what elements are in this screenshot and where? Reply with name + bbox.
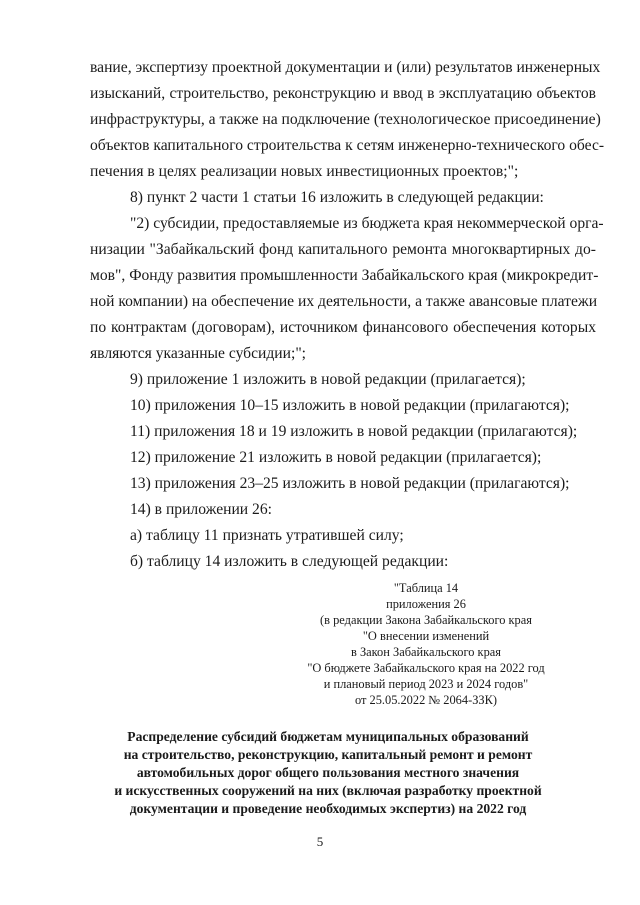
paragraph-2-line-1: "2) субсидии, предоставляемые из бюджета края некоммерческой орга- bbox=[130, 215, 604, 232]
paragraph-1-line-2: изысканий, строительство, реконструкцию и ввод в эксплуатацию объектов bbox=[90, 85, 596, 102]
table-note-line-8: от 25.05.2022 № 2064-ЗЗК) bbox=[354, 693, 498, 707]
table-note-line-4: "О внесении изменений bbox=[362, 629, 490, 643]
paragraph-2-line-4: ной компании) на обеспечение их деятельности, а также авансовые платежи bbox=[90, 293, 598, 310]
paragraph-1-line-4: объектов капитального строительства к сетям инженерно-технического обес- bbox=[90, 137, 605, 154]
table-title-line-1: Распределение субсидий бюджетам муниципальных образований bbox=[127, 729, 529, 744]
table-note-line-2: приложения 26 bbox=[386, 597, 466, 611]
item-14: 14) в приложении 26: bbox=[130, 501, 272, 518]
paragraph-2-line-2: низации "Забайкальский фонд капитального ремонта многоквартирных до- bbox=[90, 241, 596, 258]
page-number: 5 bbox=[316, 834, 324, 849]
paragraph-2-line-5: по контрактам (договорам), источником финансового обеспечения которых bbox=[90, 319, 596, 336]
item-10: 10) приложения 10–15 изложить в новой редакции (прилагаются); bbox=[130, 397, 570, 414]
item-11: 11) приложения 18 и 19 изложить в новой редакции (прилагаются); bbox=[130, 423, 578, 440]
item-8: 8) пункт 2 части 1 статьи 16 изложить в следующей редакции: bbox=[130, 189, 544, 206]
paragraph-1-line-1: вание, экспертизу проектной документации и (или) результатов инженерных bbox=[90, 59, 601, 76]
item-14-b: б) таблицу 14 изложить в следующей редакции: bbox=[130, 553, 449, 570]
table-title-line-4: и искусственных сооружений на них (включая разработку проектной bbox=[114, 783, 542, 798]
paragraph-2-line-6: являются указанные субсидии;"; bbox=[90, 345, 307, 362]
table-note-line-7: и плановый период 2023 и 2024 годов" bbox=[323, 677, 529, 691]
paragraph-1-line-5: печения в целях реализации новых инвестиционных проектов;"; bbox=[90, 163, 519, 180]
table-note-line-5: в Закон Забайкальского края bbox=[351, 645, 501, 659]
table-title-line-2: на строительство, реконструкцию, капитальный ремонт и ремонт bbox=[123, 747, 533, 762]
item-14-a: а) таблицу 11 признать утратившей силу; bbox=[130, 527, 404, 544]
item-13: 13) приложения 23–25 изложить в новой редакции (прилагаются); bbox=[130, 475, 570, 492]
table-title-line-3: автомобильных дорог общего пользования местного значения bbox=[136, 765, 520, 780]
table-title-line-5: документации и проведение необходимых экспертиз) на 2022 год bbox=[129, 801, 527, 816]
table-note-line-3: (в редакции Закона Забайкальского края bbox=[320, 613, 532, 627]
table-note-line-6: "О бюджете Забайкальского края на 2022 год bbox=[307, 661, 545, 675]
table-note-line-1: "Таблица 14 bbox=[393, 581, 459, 595]
item-12: 12) приложение 21 изложить в новой редакции (прилагается); bbox=[130, 449, 542, 466]
paragraph-1-line-3: инфраструктуры, а также на подключение (технологическое присоединение) bbox=[90, 111, 601, 128]
item-9: 9) приложение 1 изложить в новой редакции (прилагается); bbox=[130, 371, 526, 388]
paragraph-2-line-3: мов", Фонду развития промышленности Забайкальского края (микрокредит- bbox=[90, 267, 599, 284]
